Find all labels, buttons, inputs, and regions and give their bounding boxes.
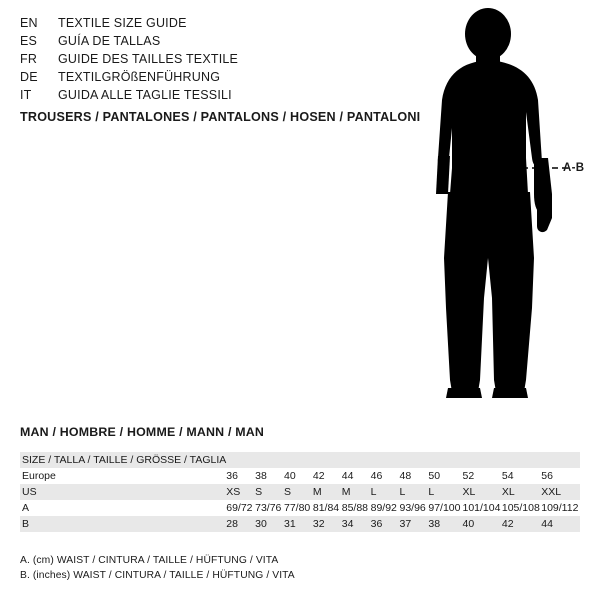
table-cell: 36	[370, 518, 383, 530]
table-cell: 93/96	[399, 502, 426, 514]
table-cell: 85/88	[341, 502, 369, 514]
table-cell: XS	[226, 486, 241, 498]
table-cell: 42	[312, 470, 325, 482]
language-text-en: TEXTILE SIZE GUIDE	[58, 16, 187, 30]
size-table	[20, 452, 580, 532]
table-cell: 38	[255, 470, 267, 482]
table-row	[20, 500, 580, 516]
language-text-es: GUÍA DE TALLAS	[58, 34, 161, 48]
table-cell: 36	[226, 470, 238, 482]
table-cell	[313, 452, 342, 468]
table-cell: 97/100	[428, 502, 461, 514]
footnotes	[20, 553, 295, 583]
table-cell	[400, 452, 429, 468]
language-text-it: GUIDA ALLE TAGLIE TESSILI	[58, 88, 232, 102]
table-cell: 34	[341, 518, 354, 530]
table-cell: 31	[284, 518, 296, 530]
table-cell: 73/76	[255, 502, 282, 514]
language-code-en: EN	[20, 16, 38, 30]
table-cell: 46	[370, 470, 383, 482]
table-cell: 40	[462, 518, 475, 530]
table-cell: 109/112	[541, 502, 579, 514]
table-row	[20, 484, 580, 500]
table-cell	[371, 452, 400, 468]
table-row	[20, 516, 580, 532]
language-code-es: ES	[20, 34, 38, 48]
table-cell	[226, 452, 255, 468]
table-cell: XXL	[541, 486, 562, 498]
table-cell	[428, 452, 462, 468]
table-row-label: US	[22, 486, 37, 498]
table-cell	[463, 452, 502, 468]
language-row-fr	[20, 50, 380, 68]
table-row	[20, 468, 580, 484]
table-cell	[255, 452, 284, 468]
table-row-label: B	[22, 518, 30, 530]
figure-silhouette	[400, 8, 600, 408]
table-cell: 38	[428, 518, 441, 530]
table-cell: 77/80	[284, 502, 311, 514]
table-cell: 81/84	[312, 502, 340, 514]
table-cell: 101/104	[462, 502, 501, 514]
table-cell: L	[428, 486, 435, 498]
footnote-a: A. (cm) WAIST / CINTURA / TAILLE / HÜFTUNG / VITA	[20, 555, 279, 566]
language-row-es	[20, 32, 380, 50]
language-row-en	[20, 14, 380, 32]
table-cell: XL	[501, 486, 515, 498]
table-cell: L	[399, 486, 406, 498]
table-row-label: Europe	[22, 470, 56, 482]
footnote-b: B. (inches) WAIST / CINTURA / TAILLE / HÜFTUNG / VITA	[20, 570, 295, 581]
table-cell	[541, 452, 580, 468]
table-cell: 32	[312, 518, 325, 530]
table-cell: 42	[501, 518, 514, 530]
table-row	[20, 452, 580, 468]
table-cell: 30	[255, 518, 267, 530]
table-cell: 54	[501, 470, 514, 482]
language-text-de: TEXTILGRÖßENFÜHRUNG	[58, 70, 221, 84]
language-code-it: IT	[20, 88, 32, 102]
table-row-label: A	[22, 502, 30, 514]
table-cell: 69/72	[226, 502, 253, 514]
table-cell: 37	[399, 518, 412, 530]
table-cell: 52	[462, 470, 475, 482]
language-code-de: DE	[20, 70, 38, 84]
table-cell: XL	[462, 486, 476, 498]
table-cell: 44	[341, 470, 354, 482]
table-cell	[284, 452, 313, 468]
section-title: TROUSERS / PANTALONES / PANTALONS / HOSEN / PANTALONI	[20, 110, 421, 124]
table-cell	[502, 452, 541, 468]
table-cell: M	[312, 486, 322, 498]
table-cell: 28	[226, 518, 238, 530]
table-cell	[342, 452, 371, 468]
table-cell: S	[284, 486, 292, 498]
measure-label-ab: A-B	[563, 162, 585, 174]
table-cell: 40	[284, 470, 296, 482]
table-cell: 89/92	[370, 502, 397, 514]
table-title: MAN / HOMBRE / HOMME / MANN / MAN	[20, 425, 265, 439]
table-cell: L	[370, 486, 377, 498]
language-code-fr: FR	[20, 52, 38, 66]
table-cell: 44	[541, 518, 553, 530]
table-cell: 50	[428, 470, 441, 482]
table-cell: 48	[399, 470, 412, 482]
table-cell: M	[341, 486, 351, 498]
table-cell: 105/108	[501, 502, 540, 514]
table-cell: S	[255, 486, 263, 498]
silhouette-svg	[400, 8, 600, 408]
language-row-it	[20, 86, 380, 104]
table-cell: 56	[541, 470, 553, 482]
language-row-de	[20, 68, 380, 86]
table-row-label: SIZE / TALLA / TAILLE / GRÖSSE / TAGLIA	[22, 454, 227, 466]
language-text-fr: GUIDE DES TAILLES TEXTILE	[58, 52, 239, 66]
language-header-block	[20, 14, 380, 104]
